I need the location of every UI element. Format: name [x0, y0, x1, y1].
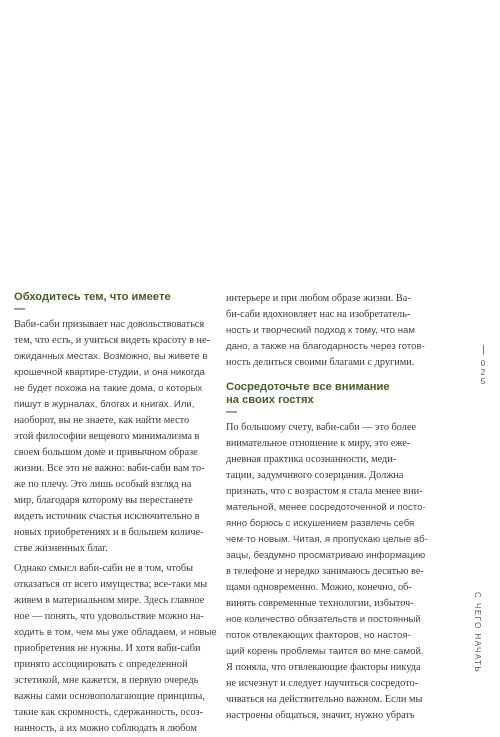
left-body-text	[14, 317, 219, 737]
text-line: Однако смысл ваби-саби не в том, чтобы	[14, 563, 194, 574]
text-line: зацы, бездумно просматриваю информацию	[226, 550, 426, 561]
text-line: чиваться на действительно важном. Если мы	[226, 694, 423, 705]
page-number-digit: 0	[480, 359, 486, 368]
right-intro-text	[226, 291, 431, 371]
text-line: тем, что есть, и учиться видеть красоту в не-	[14, 335, 211, 346]
right-column	[226, 291, 431, 724]
text-line: отказаться от всего имущества; все-таки мы	[14, 579, 208, 590]
text-line: поток отвлекающих факторов, но настоя-	[226, 630, 411, 641]
heading-dash: —	[226, 406, 237, 418]
page-number-rule	[483, 345, 484, 355]
text-line: этой философии вещевого минимализма в	[14, 431, 200, 442]
text-line: Ваби-саби призывает нас довольствоваться	[14, 319, 205, 330]
text-line: настроены общаться, значит, нужно убрать	[226, 710, 415, 721]
text-line: щами одновременно. Можно, конечно, об-	[226, 582, 412, 593]
running-head: С ЧЕГО НАЧАТЬ	[473, 592, 482, 674]
text-line: По большому счету, ваби-саби — это более	[226, 422, 417, 433]
page-number-digit: 5	[480, 377, 486, 386]
text-line: крошечной квартире-студии, и она никогда	[14, 367, 205, 378]
section-heading-focus-line2: на своих гостях	[226, 394, 314, 406]
text-line: ность и творческий подход к тому, что нам	[226, 325, 415, 336]
text-line: новых приобретениях и в большем количе-	[14, 527, 204, 538]
paragraph	[14, 317, 219, 557]
text-line: ность делиться своими благами с другими.	[226, 357, 415, 368]
text-line: Я поняла, что отвлекающие факторы никуда	[226, 662, 421, 673]
text-line: ожиданных местах. Возможно, вы живете в	[14, 351, 208, 362]
text-line: жизни. Все это не важно: ваби-саби вам то-	[14, 463, 205, 474]
text-line: своем большом доме и привычном образе	[14, 447, 198, 458]
section-focus-guests	[226, 381, 431, 724]
page-number-digit: 2	[480, 368, 486, 377]
text-line: мательной, менее сосредоточенной и посто-	[226, 502, 426, 513]
text-line: стве жизненных благ.	[14, 543, 108, 554]
text-line: ходить в том, чем мы уже обладаем, и новые	[14, 627, 217, 638]
text-line: дневная практика осознанности, меди-	[226, 454, 397, 465]
text-line: важны сами основополагающие принципы,	[14, 691, 205, 702]
text-line: нанность, а их можно соблюдать в любом	[14, 723, 197, 734]
text-line: винять современные технологии, избыточ-	[226, 598, 414, 609]
text-line: в телефоне и нередко занимаюсь десятью ве-	[226, 566, 424, 577]
text-line: ное — понять, что удовольствие можно на-	[14, 611, 204, 622]
text-line: пишут в журналах, блогах и книгах. Или,	[14, 399, 195, 410]
paragraph	[14, 561, 219, 737]
text-line: же по плечу. Это лишь особый взгляд на	[14, 479, 192, 490]
text-line: видеть источник счастья исключительно в	[14, 511, 200, 522]
text-line: тации, задумчивого созерцания. Должна	[226, 470, 404, 481]
right-body-text	[226, 420, 431, 724]
text-line: щий корень проблемы таится во мне самой.	[226, 646, 424, 657]
text-line: признать, что с возрастом я стала менее вни-	[226, 486, 423, 497]
text-line: не будет похожа на такие дома, о которых	[14, 383, 203, 394]
text-line: интерьере и при любом образе жизни. Ва-	[226, 293, 411, 304]
text-line: би-саби вдохновляет нас на изобретатель-	[226, 309, 411, 320]
page-number	[476, 345, 490, 386]
text-line: наоборот, вы не знаете, как найти место	[14, 415, 190, 426]
text-line: ное количество обязательств и постоянный	[226, 614, 421, 625]
section-heading-make-do: Обходитесь тем, что имеете	[14, 291, 171, 303]
left-column	[14, 291, 219, 737]
text-line: янно борюсь с искушением развлечь себя	[226, 518, 415, 529]
text-line: внимательное отношение к миру, это еже-	[226, 438, 411, 449]
section-heading-focus-line1: Сосредоточьте все внимание	[226, 381, 390, 393]
text-line: приобретения не нужны. И хотя ваби-саби	[14, 643, 201, 654]
text-line: эстетикой, мне кажется, в первую очередь	[14, 675, 199, 686]
text-line: живем в материальном мире. Здесь главное	[14, 595, 205, 606]
text-line: такие как скромность, сдержанность, осоз-	[14, 707, 204, 718]
text-line: чем-то новым. Читая, я пропускаю целые аб-	[226, 534, 428, 545]
heading-dash: —	[14, 303, 25, 315]
text-line: мир, благодаря которому вы перестанете	[14, 495, 193, 506]
text-line: не исчезнут и следует научиться сосредото-	[226, 678, 419, 689]
text-line: дано, а также на благодарность через готов-	[226, 341, 425, 352]
text-line: принято ассоциировать с определенной	[14, 659, 188, 670]
